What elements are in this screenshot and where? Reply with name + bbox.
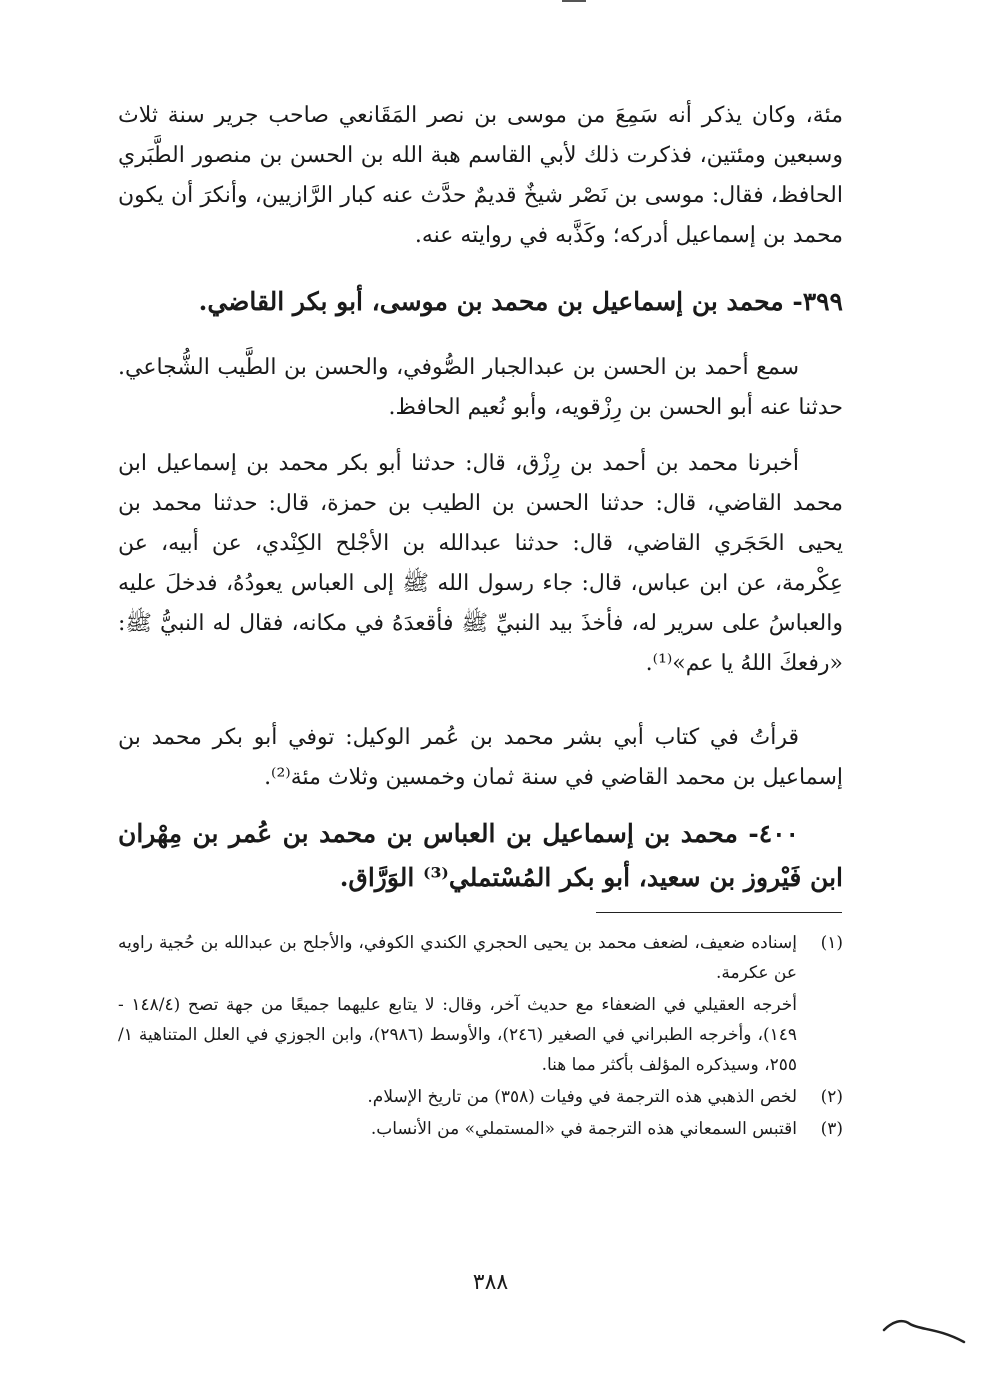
footnote-1: [118, 928, 843, 988]
paragraph-399-teachers: سمع أحمد بن الحسن بن عبدالجبار الصُّوفي، والحسن بن الطَّيب الشُّجاعي. حدثنا عنه أبو الحسن بن رِزْقويه، وأبو نُعيم الحافظ.: [118, 355, 843, 420]
footnote-number: (١): [820, 933, 843, 953]
footnote-text: إسناده ضعيف، لضعف محمد بن يحيى الحجري الكندي الكوفي، والأجلح بن عبدالله بن حُجية راويه عن عكرمة.: [118, 933, 797, 983]
paragraph-399-hadith: أخبرنا محمد بن أحمد بن رِزْق، قال: حدثنا أبو بكر محمد بن إسماعيل ابن محمد القاضي، قال: حدثنا الحسن بن الطيب بن حمزة، قال: حدثنا محمد بن يحيى الحَجَري القاضي، قال: حدثنا عبدالله بن الأجْلح الكِنْدي، عن أبيه، عن عِكْرمة، عن ابن عباس، قال: جاء رسول الله ﷺ إلى العباس يعودُهُ، فدخلَ عليه والعباسُ على سرير له، فأخذَ بيد النبيِّ ﷺ فأقعدَهُ في مكانه، فقال له النبيُّ ﷺ: «رفعكَ اللهُ يا عم»⁽¹⁾.: [118, 451, 843, 676]
entry-heading-399: ٣٩٩- محمد بن إسماعيل بن محمد بن موسى، أبو بكر القاضي.: [198, 287, 843, 316]
footnote-text: اقتبس السمعاني هذه الترجمة في «المستملي» من الأنساب.: [370, 1119, 797, 1139]
footnote-1-continuation: أخرجه العقيلي في الضعفاء مع حديث آخر، وقال: لا يتابع عليهما جميعًا من جهة تصح (١٤٨/٤ - ١٤٩)، وأخرجه الطبراني في الصغير (٢٤٦)، والأوسط (٢٩٨٦)، وابن الجوزي في العلل المتناهية ١/ ٢٥٥، وسيذكره المؤلف بأكثر مما هنا.: [118, 995, 797, 1075]
footnote-2: [118, 1082, 843, 1112]
top-edge-mark: [562, 0, 586, 2]
footnote-number: (٣): [820, 1119, 843, 1139]
footnote-separator: [596, 912, 842, 913]
pen-mark-icon: [880, 1308, 970, 1348]
footnotes: [118, 928, 843, 1146]
footnote-number: (٢): [820, 1087, 843, 1107]
footnote-3: [118, 1114, 843, 1144]
paragraph-399-death: قرأتُ في كتاب أبي بشر محمد بن عُمر الوكيل: توفي أبو بكر محمد بن إسماعيل بن محمد القاضي في سنة ثمان وخمسين وثلاث مئة⁽²⁾.: [118, 725, 843, 790]
footnote-text: لخص الذهبي هذه الترجمة في وفيات (٣٥٨) من تاريخ الإسلام.: [367, 1087, 797, 1107]
paragraph-continuation: مئة، وكان يذكر أنه سَمِعَ من موسى بن نصر المَقَانعي صاحب جرير سنة ثلاث وسبعين ومئتين، فذكرت ذلك لأبي القاسم هبة الله بن الحسن بن منصور الطَّبَري الحافظ، فقال: موسى بن نَصْر شيخٌ قديمٌ حدَّث عنه كبار الرَّازيين، وأنكرَ أن يكون محمد بن إسماعيل أدركه؛ وكَذَّبه في روايته عنه.: [118, 103, 843, 248]
page-number: ٣٨٨: [472, 1270, 509, 1295]
entry-heading-400: ٤٠٠- محمد بن إسماعيل بن العباس بن محمد بن عُمر بن مِهْران ابن فَيْروز بن سعيد، أبو بكر المُسْتملي⁽³⁾ الوَرَّاق.: [118, 819, 843, 892]
